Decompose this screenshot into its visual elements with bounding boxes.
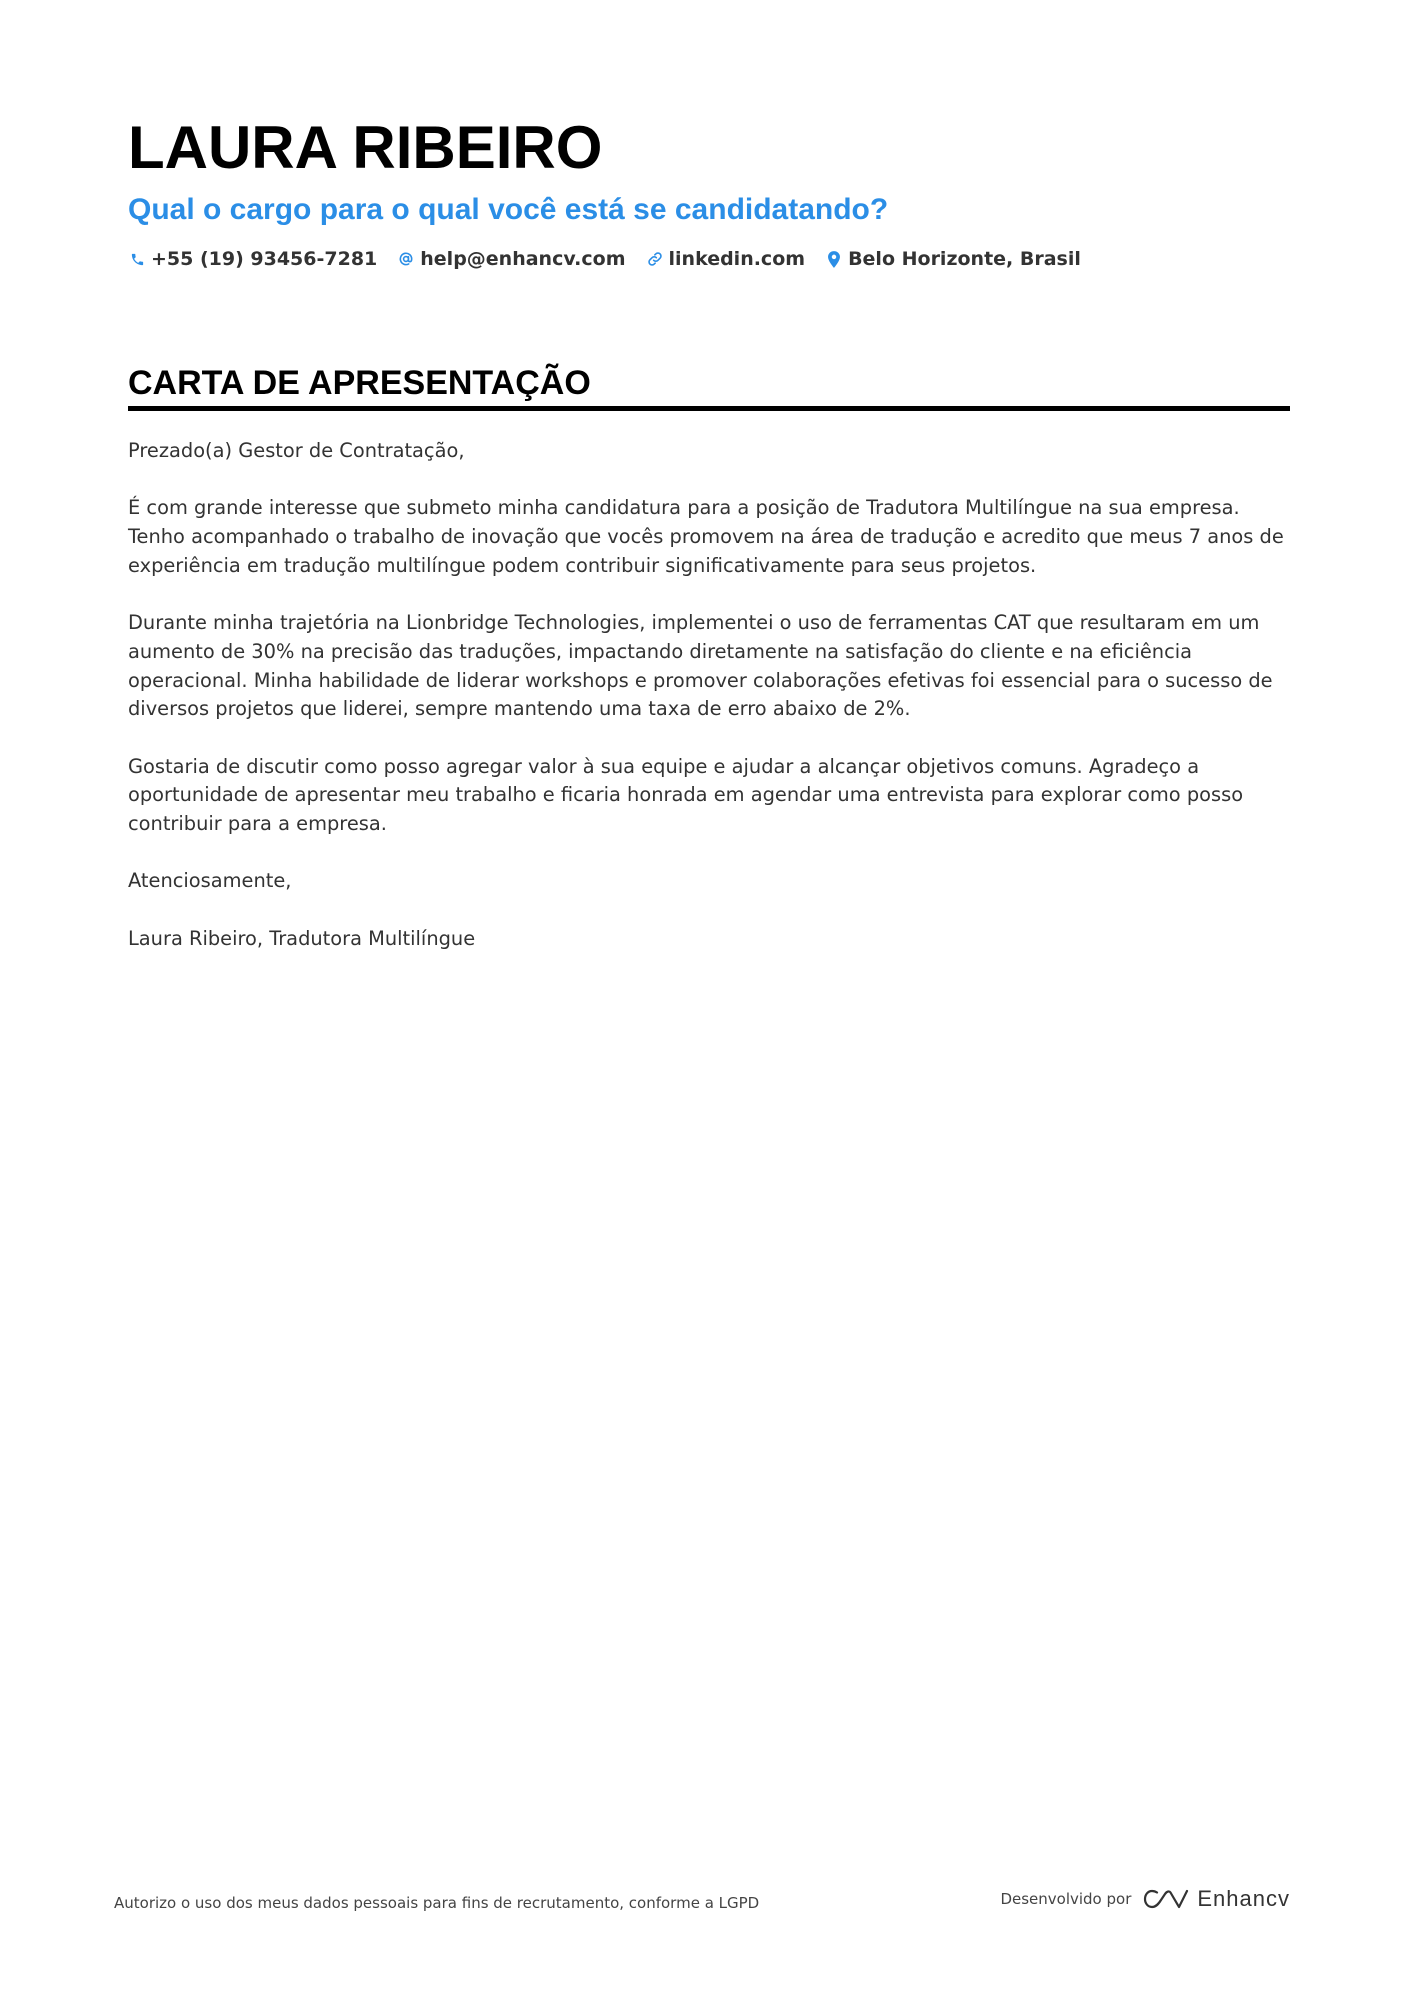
enhancv-logo-icon [1143,1887,1189,1911]
phone-text: +55 (19) 93456-7281 [151,248,378,270]
contact-email[interactable] [397,248,625,270]
enhancv-brand-name: Enhancv [1197,1886,1290,1911]
contact-bar [128,248,1290,270]
consent-note: Autorizo o uso dos meus dados pessoais para fins de recrutamento, conforme a LGPD [114,1894,760,1912]
job-title-placeholder: Qual o cargo para o qual você está se candidatando? [128,193,889,226]
phone-icon [128,250,146,268]
at-icon [397,250,415,268]
cover-letter-page [128,112,1290,982]
contact-phone [128,248,377,270]
powered-by[interactable] [1000,1886,1290,1912]
contact-linkedin[interactable] [646,248,806,270]
section-heading: CARTA DE APRESENTAÇÃO [128,362,1290,411]
powered-by-label: Desenvolvido por [1000,1890,1132,1908]
email-link[interactable]: help@enhancv.com [420,248,626,270]
link-icon [646,250,664,268]
contact-location [825,248,1081,270]
applicant-name: LAURA RIBEIRO [128,114,603,181]
letter-body [128,437,1290,954]
letter-greeting: Prezado(a) Gestor de Contratação, [128,439,465,462]
linkedin-link[interactable]: linkedin.com [668,248,806,270]
location-pin-icon [825,250,843,268]
letter-closing: Atenciosamente, [128,869,292,893]
letter-signature: Laura Ribeiro, Tradutora Multilíngue [128,926,476,950]
letter-paragraph: Gostaria de discutir como posso agregar valor à sua equipe e ajudar a alcançar objetivos comuns. Agradeço a oportunidade de apresentar meu trabalho e ficaria honrada em agendar uma entrevista para explorar como posso contribuir para a empresa. [128,754,1244,836]
letter-paragraph: É com grande interesse que submeto minha candidatura para a posição de Tradutora Multilíngue na sua empresa. Tenho acompanhado o trabalho de inovação que vocês promovem na área de tradução e acredito que meus 7 anos de experiência em tradução multilíngue podem contribuir significativamente para seus projetos. [128,496,1284,577]
location-text: Belo Horizonte, Brasil [848,248,1081,270]
letter-paragraph: Durante minha trajetória na Lionbridge Technologies, implementei o uso de ferramentas CAT que resultaram em um aumento de 30% na precisão das traduções, impactando diretamente na satisfação do cliente e na eficiência operacional. Minha habilidade de liderar workshops e promover colaborações efetivas foi essencial para o sucesso de diversos projetos que liderei, sempre mantendo uma taxa de erro abaixo de 2%. [128,611,1273,721]
